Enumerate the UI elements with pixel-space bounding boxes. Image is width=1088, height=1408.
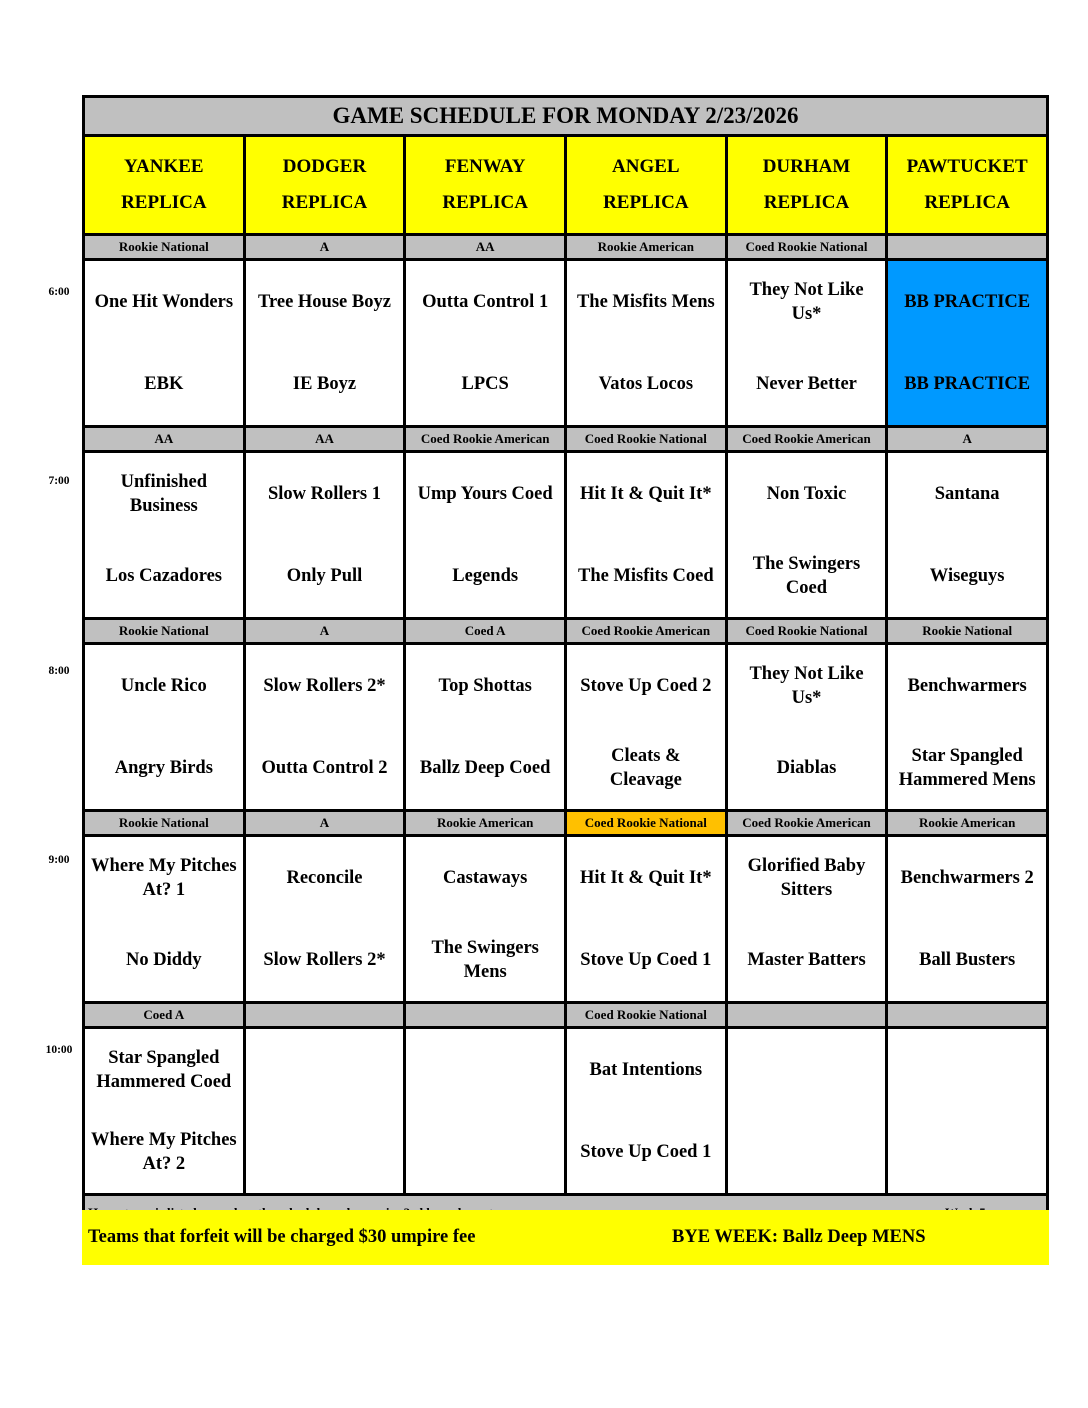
game-cell bbox=[246, 645, 404, 809]
league-label: AA bbox=[406, 236, 564, 258]
home-team: Ball Busters bbox=[919, 950, 1016, 970]
away-team: Top Shottas bbox=[438, 676, 532, 696]
league-label: Rookie American bbox=[406, 812, 564, 834]
field-sub: REPLICA bbox=[281, 192, 368, 213]
away-team: Slow Rollers 1 bbox=[267, 484, 382, 504]
forfeit-notice: Teams that forfeit will be charged $30 umpire fee bbox=[88, 1227, 476, 1247]
away-team: One Hit Wonders bbox=[94, 292, 234, 312]
league-label: Rookie National bbox=[888, 620, 1046, 642]
home-team: Star Spangled Hammered Mens bbox=[898, 746, 1036, 790]
league-label: Coed Rookie National bbox=[567, 428, 725, 450]
time-label: 7:00 bbox=[48, 475, 70, 487]
schedule-title: GAME SCHEDULE FOR MONDAY 2/23/2026 bbox=[85, 98, 1046, 134]
away-team: Non Toxic bbox=[766, 484, 847, 504]
away-team bbox=[728, 1029, 886, 1111]
field-sub: REPLICA bbox=[763, 192, 850, 213]
field-name: ANGEL bbox=[612, 156, 680, 177]
league-label: Coed Rookie National bbox=[728, 236, 886, 258]
away-team: Tree House Boyz bbox=[258, 292, 391, 312]
game-cell bbox=[406, 261, 564, 425]
home-team bbox=[888, 1111, 1046, 1193]
league-label bbox=[728, 1004, 886, 1026]
home-team: Legends bbox=[452, 566, 519, 586]
time-label: 10:00 bbox=[45, 1044, 73, 1056]
league-label: A bbox=[246, 236, 404, 258]
away-team: The Misfits Mens bbox=[576, 292, 715, 312]
away-team: BB PRACTICE bbox=[904, 292, 1031, 312]
game-cell bbox=[728, 645, 886, 809]
home-team: The Swingers Mens bbox=[431, 938, 539, 982]
home-team: Stove Up Coed 1 bbox=[580, 1142, 712, 1162]
game-cell bbox=[888, 645, 1046, 809]
field-header-dodger bbox=[246, 137, 404, 233]
home-team: Ballz Deep Coed bbox=[419, 758, 551, 778]
away-team: Glorified Baby Sitters bbox=[747, 856, 866, 900]
league-label bbox=[888, 236, 1046, 258]
bye-week-notice: BYE WEEK: Ballz Deep MENS bbox=[672, 1227, 926, 1247]
field-name: DODGER bbox=[282, 156, 367, 177]
game-cell bbox=[406, 837, 564, 1001]
home-team: Cleats & Cleavage bbox=[609, 746, 682, 790]
game-cell bbox=[85, 645, 243, 809]
home-team: EBK bbox=[144, 374, 184, 394]
league-label: Coed Rookie American bbox=[728, 428, 886, 450]
away-team: Castaways bbox=[443, 868, 528, 888]
league-label: AA bbox=[246, 428, 404, 450]
league-label: Coed Rookie American bbox=[567, 620, 725, 642]
away-team: Hit It & Quit It* bbox=[580, 868, 712, 888]
field-header-pawtucket bbox=[888, 137, 1046, 233]
away-team bbox=[406, 1029, 564, 1111]
time-label: 6:00 bbox=[48, 286, 70, 298]
game-cell bbox=[246, 453, 404, 617]
home-team: Master Batters bbox=[747, 950, 866, 970]
home-team bbox=[728, 1111, 886, 1193]
home-team: Never Better bbox=[756, 374, 857, 394]
away-team: Bat Intentions bbox=[589, 1060, 703, 1080]
home-team bbox=[406, 1111, 564, 1193]
away-team: Outta Control 1 bbox=[422, 292, 549, 312]
game-cell bbox=[246, 837, 404, 1001]
game-cell bbox=[567, 645, 725, 809]
game-cell bbox=[85, 453, 243, 617]
game-cell bbox=[567, 453, 725, 617]
home-team: Stove Up Coed 1 bbox=[580, 950, 712, 970]
league-label: Rookie National bbox=[85, 620, 243, 642]
home-team bbox=[246, 1111, 404, 1193]
game-cell bbox=[406, 645, 564, 809]
league-label: A bbox=[246, 812, 404, 834]
away-team: They Not Like Us* bbox=[749, 664, 864, 708]
league-label: Coed Rookie National bbox=[567, 1004, 725, 1026]
game-cell bbox=[567, 837, 725, 1001]
game-cell bbox=[85, 837, 243, 1001]
league-label: Rookie American bbox=[567, 236, 725, 258]
away-team: Slow Rollers 2* bbox=[263, 676, 386, 696]
away-team: Santana bbox=[934, 484, 1000, 504]
home-team: LPCS bbox=[461, 374, 509, 394]
game-cell-empty bbox=[406, 1029, 564, 1193]
league-label: Coed Rookie American bbox=[406, 428, 564, 450]
time-label: 9:00 bbox=[48, 854, 70, 866]
league-label: Rookie American bbox=[888, 812, 1046, 834]
field-name: PAWTUCKET bbox=[906, 156, 1028, 177]
time-label: 8:00 bbox=[48, 665, 70, 677]
away-team: Benchwarmers bbox=[907, 676, 1027, 696]
game-cell bbox=[567, 261, 725, 425]
field-header-yankee bbox=[85, 137, 243, 233]
away-team bbox=[888, 1029, 1046, 1111]
game-cell bbox=[85, 1029, 243, 1193]
field-header-fenway bbox=[406, 137, 564, 233]
home-team: Outta Control 2 bbox=[261, 758, 388, 778]
league-label: A bbox=[246, 620, 404, 642]
home-team: Los Cazadores bbox=[105, 566, 222, 586]
home-team: Diablas bbox=[776, 758, 837, 778]
away-team bbox=[246, 1029, 404, 1111]
game-cell-empty bbox=[728, 1029, 886, 1193]
home-team: Vatos Locos bbox=[598, 374, 694, 394]
home-team: Where My Pitches At? 2 bbox=[91, 1130, 237, 1174]
league-label bbox=[246, 1004, 404, 1026]
game-cell bbox=[85, 261, 243, 425]
game-cell bbox=[567, 1029, 725, 1193]
away-team: Uncle Rico bbox=[120, 676, 207, 696]
practice-cell bbox=[888, 261, 1046, 425]
game-cell-empty bbox=[888, 1029, 1046, 1193]
field-header-durham bbox=[728, 137, 886, 233]
league-label: Rookie National bbox=[85, 236, 243, 258]
league-label: AA bbox=[85, 428, 243, 450]
home-team: BB PRACTICE bbox=[904, 374, 1031, 394]
away-team: Benchwarmers 2 bbox=[900, 868, 1034, 888]
league-label: Coed A bbox=[406, 620, 564, 642]
home-team: Angry Birds bbox=[114, 758, 213, 778]
home-team: Slow Rollers 2* bbox=[263, 950, 386, 970]
game-cell bbox=[728, 837, 886, 1001]
league-label: Coed Rookie National bbox=[728, 620, 886, 642]
notice-banner bbox=[82, 1210, 1049, 1265]
away-team: Star Spangled Hammered Coed bbox=[96, 1048, 232, 1092]
field-sub: REPLICA bbox=[603, 192, 689, 213]
home-team: The Misfits Coed bbox=[577, 566, 714, 586]
field-header-angel bbox=[567, 137, 725, 233]
league-label: Rookie National bbox=[85, 812, 243, 834]
game-cell bbox=[246, 261, 404, 425]
league-label: A bbox=[888, 428, 1046, 450]
away-team: They Not Like Us* bbox=[749, 280, 864, 324]
home-team: IE Boyz bbox=[292, 374, 357, 394]
league-label-highlighted: Coed Rookie National bbox=[567, 812, 725, 834]
field-name: YANKEE bbox=[124, 156, 204, 177]
field-sub: REPLICA bbox=[924, 192, 1010, 213]
home-team: The Swingers Coed bbox=[752, 554, 861, 598]
away-team: Hit It & Quit It* bbox=[580, 484, 712, 504]
game-cell bbox=[406, 453, 564, 617]
field-sub: REPLICA bbox=[442, 192, 528, 213]
league-label bbox=[406, 1004, 564, 1026]
game-cell-empty bbox=[246, 1029, 404, 1193]
league-label: Coed A bbox=[85, 1004, 243, 1026]
game-cell bbox=[888, 837, 1046, 1001]
game-cell bbox=[728, 453, 886, 617]
schedule-table bbox=[82, 95, 1049, 1210]
home-team: Wiseguys bbox=[929, 566, 1005, 586]
away-team: Where My Pitches At? 1 bbox=[91, 856, 237, 900]
away-team: Ump Yours Coed bbox=[417, 484, 553, 504]
field-sub: REPLICA bbox=[121, 192, 207, 213]
league-label bbox=[888, 1004, 1046, 1026]
away-team: Unfinished Business bbox=[120, 472, 208, 516]
field-name: DURHAM bbox=[762, 156, 851, 177]
home-team: Only Pull bbox=[286, 566, 363, 586]
game-cell bbox=[888, 453, 1046, 617]
game-cell bbox=[728, 261, 886, 425]
away-team: Stove Up Coed 2 bbox=[580, 676, 712, 696]
home-team: No Diddy bbox=[126, 950, 202, 970]
away-team: Reconcile bbox=[286, 868, 363, 888]
league-label: Coed Rookie American bbox=[728, 812, 886, 834]
field-name: FENWAY bbox=[444, 156, 526, 177]
